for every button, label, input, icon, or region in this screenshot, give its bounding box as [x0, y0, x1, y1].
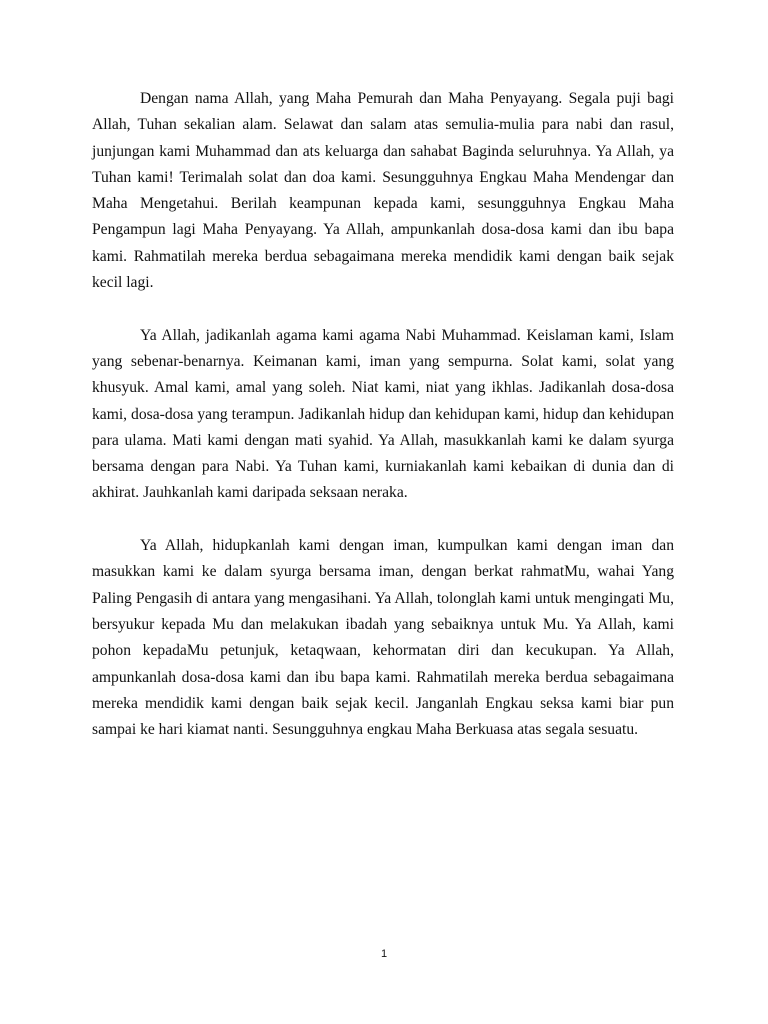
document-body: [92, 86, 674, 743]
paragraph-3: Ya Allah, hidupkanlah kami dengan iman, kumpulkan kami dengan iman dan masukkan kami ke dalam syurga bersama iman, dengan berkat rahmatMu, wahai Yang Paling Pengasih di antara yang mengasihani. Ya Allah, tolonglah kami untuk mengingati Mu, bersyukur kepada Mu dan melakukan ibadah yang sebaiknya untuk Mu. Ya Allah, kami pohon kepadaMu petunjuk, ketaqwaan, kehormatan diri dan kecukupan. Ya Allah, ampunkanlah dosa-dosa kami dan ibu bapa kami. Rahmatilah mereka berdua sebagaimana mereka mendidik kami dengan baik sejak kecil. Janganlah Engkau seksa kami biar pun sampai ke hari kiamat nanti. Sesungguhnya engkau Maha Berkuasa atas segala sesuatu.: [92, 537, 674, 739]
paragraph-2: Ya Allah, jadikanlah agama kami agama Nabi Muhammad. Keislaman kami, Islam yang sebenar-benarnya. Keimanan kami, iman yang sempurna. Solat kami, solat yang khusyuk. Amal kami, amal yang soleh. Niat kami, niat yang ikhlas. Jadikanlah dosa-dosa kami, dosa-dosa yang terampun. Jadikanlah hidup dan kehidupan kami, hidup dan kehidupan para ulama. Mati kami dengan mati syahid. Ya Allah, masukkanlah kami ke dalam syurga bersama dengan para Nabi. Ya Tuhan kami, kurniakanlah kami kebaikan di dunia dan di akhirat. Jauhkanlah kami daripada seksaan neraka.: [92, 326, 674, 502]
page-number: 1: [380, 948, 388, 960]
paragraph-1: Dengan nama Allah, yang Maha Pemurah dan Maha Penyayang. Segala puji bagi Allah, Tuhan sekalian alam. Selawat dan salam atas semulia-mulia para nabi dan rasul, junjungan kami Muhammad dan ats keluarga dan sahabat Baginda seluruhnya. Ya Allah, ya Tuhan kami! Terimalah solat dan doa kami. Sesungguhnya Engkau Maha Mendengar dan Maha Mengetahui. Berilah keampunan kepada kami, sesungguhnya Engkau Maha Pengampun lagi Maha Penyayang. Ya Allah, ampunkanlah dosa-dosa kami dan ibu bapa kami. Rahmatilah mereka berdua sebagaimana mereka mendidik kami dengan baik sejak kecil lagi.: [92, 90, 674, 292]
